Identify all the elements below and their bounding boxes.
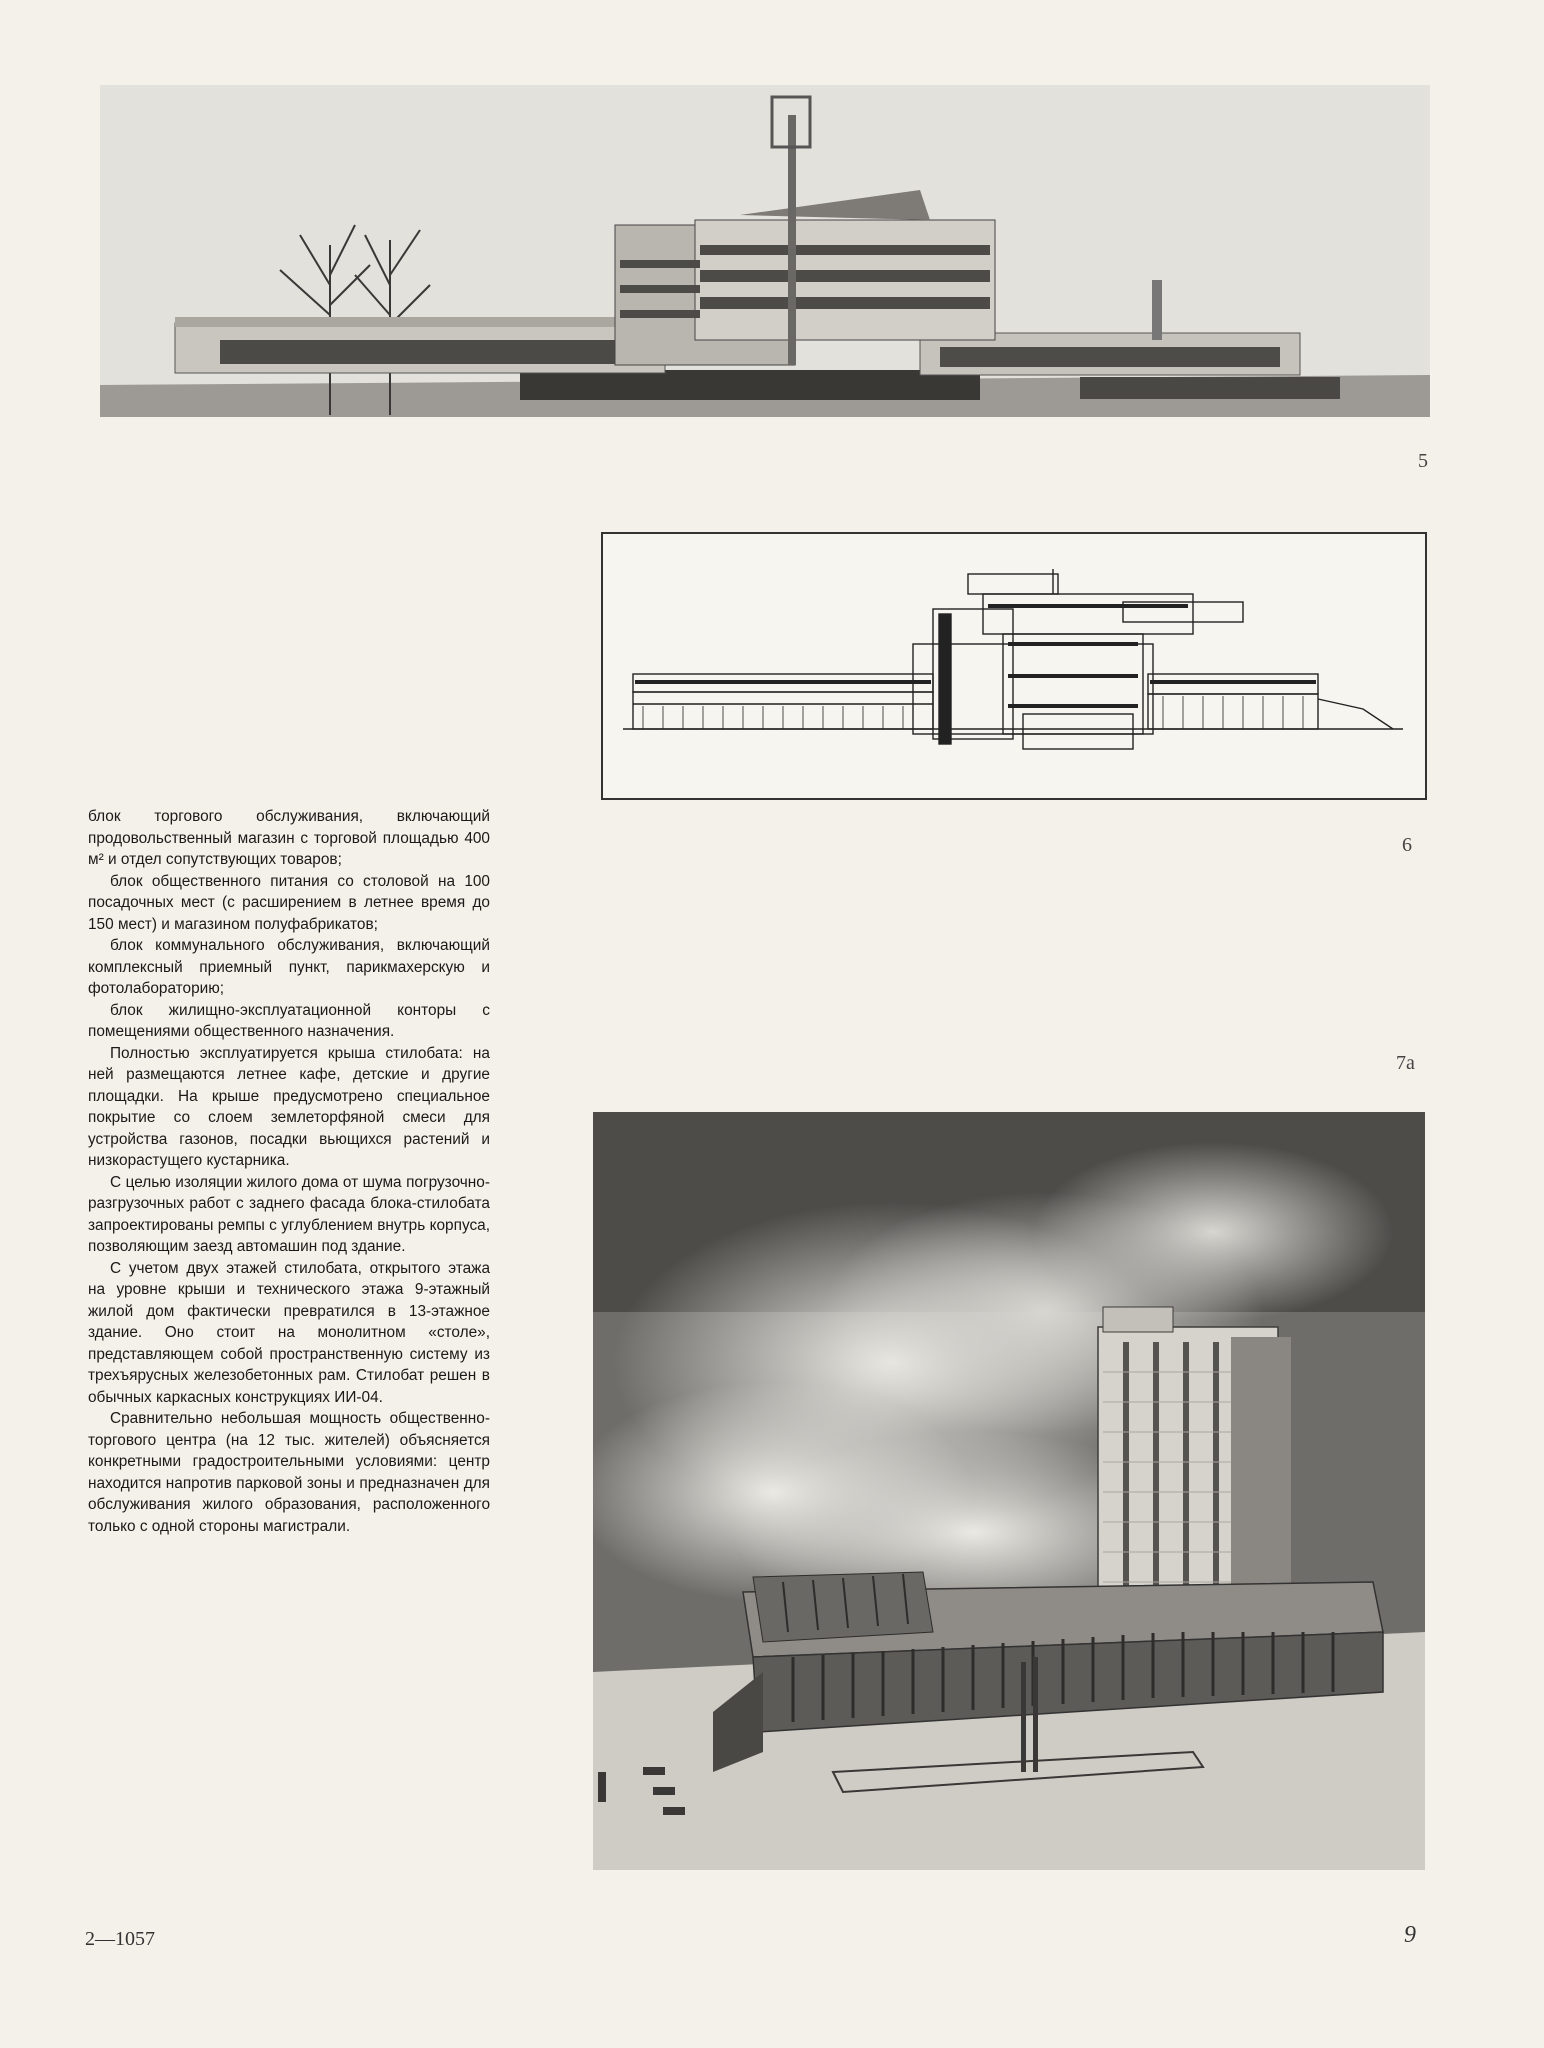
figure-6-label: 6 (1402, 834, 1412, 856)
paragraph-housing-office-block: блок жилищно-эксплуатационной конторы с помещениями общественного назначения. (88, 1001, 490, 1040)
figure-5-building-photo (100, 85, 1430, 417)
figure-7a-label: 7а (1396, 1052, 1415, 1074)
paragraph-catering-block: блок общественного питания со столовой на 100 посадочных мест (с расширением в летнее время до 150 мест) и магазином полуфабрикатов; (88, 872, 490, 933)
model-photo-illustration (593, 1112, 1425, 1870)
page-number: 9 (1404, 1922, 1416, 1948)
figure-5-label: 5 (1418, 450, 1428, 472)
figure-9-model-photo (593, 1112, 1425, 1870)
paragraph-trade-block: блок торгового обслуживания, включающий продовольственный магазин с торговой площадью 400 м² и отдел сопутствующих товаров; (88, 808, 490, 868)
page-code: 2—1057 (85, 1928, 155, 1950)
section-drawing-illustration (603, 534, 1425, 798)
paragraph-capacity: Сравнительно небольшая мощность общественно-торгового центра (на 12 тыс. жителей) объясняется конкретными градостроительными условиями: центр находится напротив парковой зоны и предназначен для обслуживания жилого образования, расположенного только с одной стороны магистрали. (88, 1410, 490, 1535)
paragraph-noise-isolation: С целью изоляции жилого дома от шума погрузочно-разгрузочных работ с заднего фасада блока-стилобата запроектированы ремпы с углублением внутрь корпуса, позволяющим заезд автомашин под здание. (88, 1173, 490, 1255)
building-photo-illustration (100, 85, 1430, 417)
article-body-text (88, 806, 490, 1537)
paragraph-communal-block: блок коммунального обслуживания, включающий комплексный приемный пункт, парикмахерскую и фотолабораторию; (88, 937, 490, 997)
paragraph-roof-use: Полностью эксплуатируется крыша стилобата: на ней размещаются летнее кафе, детские и другие площадки. На крыше предусмотрено специальное покрытие со слоем землеторфяной смеси для устройства газонов, посадки вьющихся растений и низкорастущего кустарника. (88, 1044, 490, 1169)
paragraph-structure: С учетом двух этажей стилобата, открытого этажа на уровне крыши и технического этажа 9-этажный жилой дом фактически превратился в 13-этажное здание. Оно стоит на монолитном «столе», представляющем собой пространственную систему из трехъярусных железобетонных рам. Стилобат решен в обычных каркасных конструкциях ИИ-04. (88, 1259, 490, 1406)
figure-6-section-drawing (601, 532, 1427, 800)
